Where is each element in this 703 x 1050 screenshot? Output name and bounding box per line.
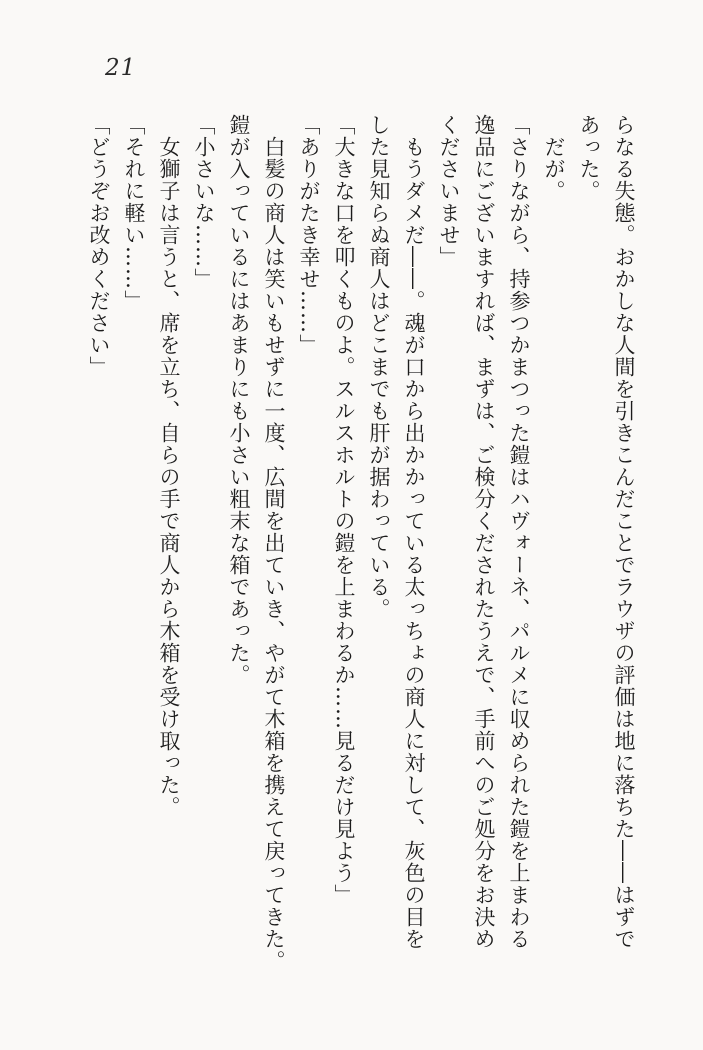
text-line-5: 逸品にございますれば、まずは、ご検分くだされたうえで、手前へのご処分をお決め	[472, 114, 496, 950]
text-line-10: 「ありがたき幸せ……」	[297, 114, 321, 356]
text-line-14: 女獅子は言うと、席を立ち、自らの手で商人から木箱を受け取った。	[157, 114, 181, 818]
text-line-16: 「どうぞお改めください」	[87, 114, 111, 378]
text-line-2: あった。	[577, 114, 601, 202]
text-line-1: らなる失態。おかしな人間を引きこんだことでラウザの評価は地に落ちた――はずで	[612, 114, 636, 950]
text-line-12: 鎧が入っているにはあまりにも小さい粗末な箱であった。	[227, 114, 251, 686]
page-number: 21	[105, 55, 137, 81]
text-line-15: 「それに軽い……」	[122, 114, 146, 312]
text-line-3: だが。	[542, 114, 566, 202]
text-columns	[81, 114, 641, 972]
text-line-11: 白髪の商人は笑いもせずに一度、広間を出ていき、やがて木箱を携えて戻ってきた。	[262, 114, 286, 972]
text-line-9: 「大きな口を叩くものよ。スルスホルトの鎧を上まわるか……見るだけ見よう」	[332, 114, 356, 906]
text-line-4: 「さりながら、持参つかまつった鎧はハヴォーネ、パルメに収められた鎧を上まわる	[507, 114, 531, 950]
text-line-6: くださいませ」	[437, 114, 461, 268]
text-line-13: 「小さいな……」	[192, 114, 216, 290]
text-line-7: もうダメだ――。魂が口から出かかっている太っちょの商人に対して、灰色の目を	[402, 114, 426, 950]
text-line-8: した見知らぬ商人はどこまでも肝が据わっている。	[367, 114, 391, 620]
